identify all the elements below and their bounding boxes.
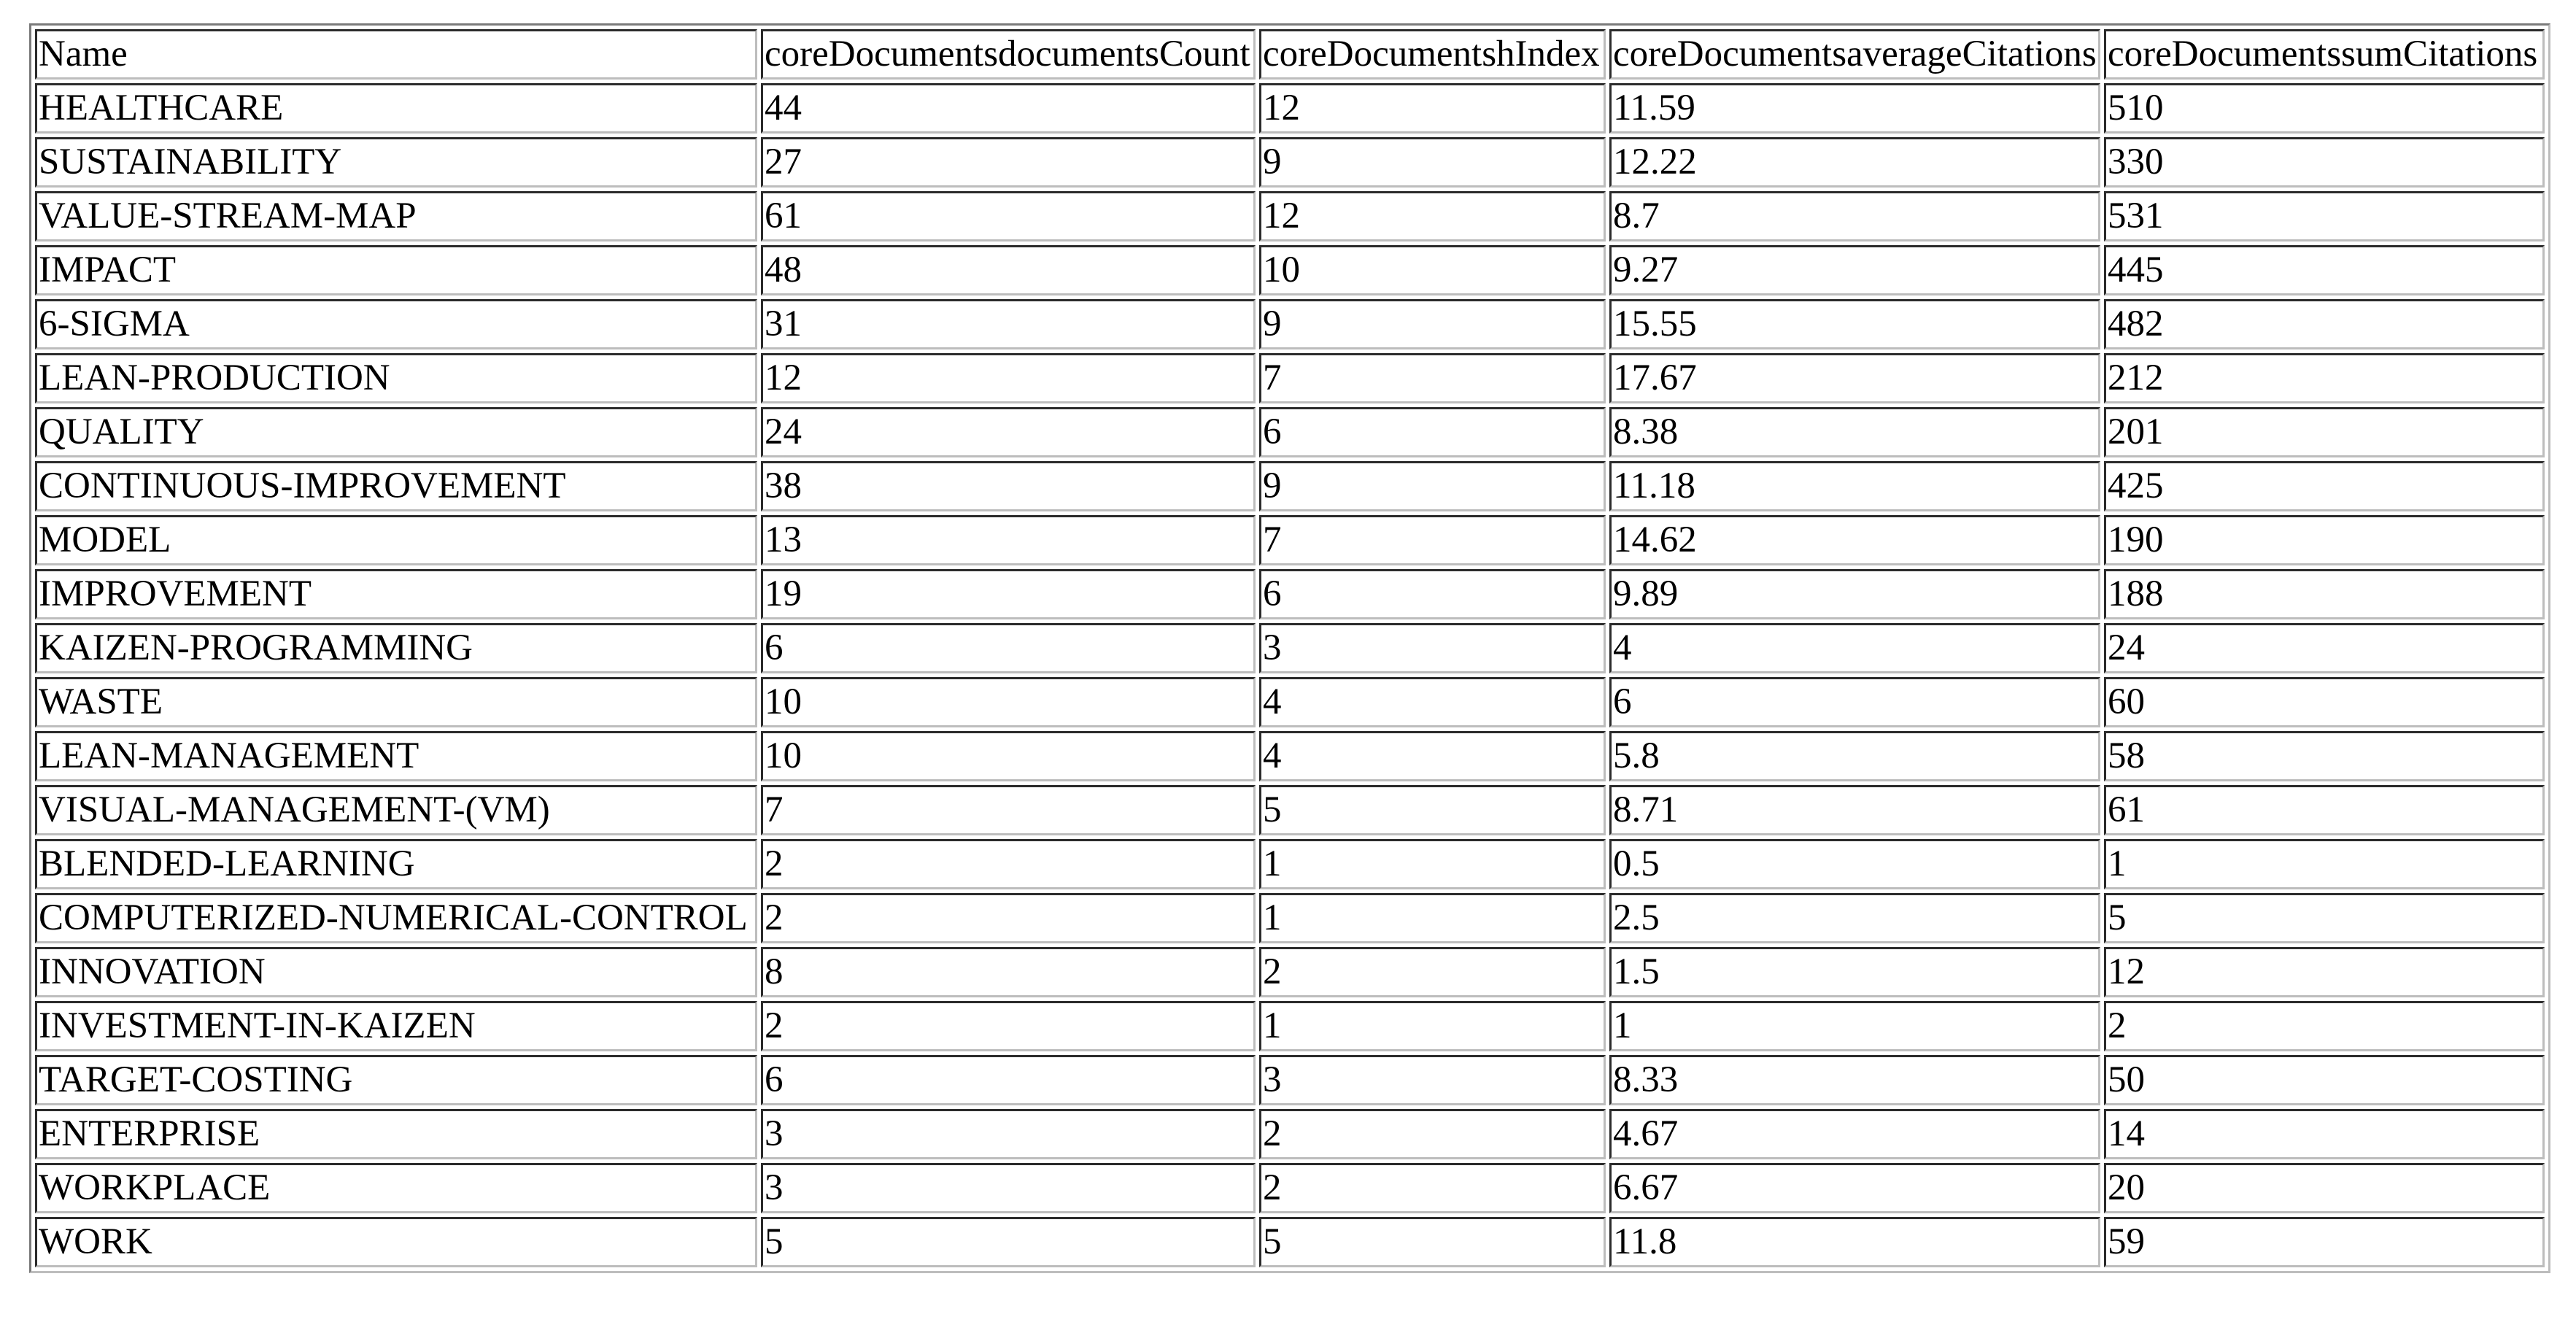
table-row bbox=[35, 623, 2545, 673]
cell-h-index: 7 bbox=[1259, 515, 1606, 565]
cell-documents-count: 48 bbox=[761, 245, 1256, 295]
table-row bbox=[35, 515, 2545, 565]
cell-h-index: 4 bbox=[1259, 677, 1606, 727]
cell-documents-count: 8 bbox=[761, 947, 1256, 997]
cell-average-citations: 12.22 bbox=[1609, 137, 2100, 188]
cell-average-citations: 8.71 bbox=[1609, 785, 2100, 835]
cell-h-index: 3 bbox=[1259, 623, 1606, 673]
cell-documents-count: 3 bbox=[761, 1163, 1256, 1213]
cell-sum-citations: 190 bbox=[2104, 515, 2545, 565]
table-row bbox=[35, 1001, 2545, 1051]
cell-h-index: 9 bbox=[1259, 299, 1606, 349]
column-header-h-index: coreDocumentshIndex bbox=[1259, 29, 1606, 80]
cell-sum-citations: 2 bbox=[2104, 1001, 2545, 1051]
table-row bbox=[35, 461, 2545, 511]
table-row bbox=[35, 245, 2545, 295]
cell-h-index: 1 bbox=[1259, 1001, 1606, 1051]
cell-documents-count: 31 bbox=[761, 299, 1256, 349]
cell-name: INVESTMENT-IN-KAIZEN bbox=[35, 1001, 757, 1051]
cell-h-index: 7 bbox=[1259, 353, 1606, 403]
cell-average-citations: 8.7 bbox=[1609, 191, 2100, 242]
cell-sum-citations: 330 bbox=[2104, 137, 2545, 188]
cell-h-index: 9 bbox=[1259, 137, 1606, 188]
cell-average-citations: 1.5 bbox=[1609, 947, 2100, 997]
cell-name: VISUAL-MANAGEMENT-(VM) bbox=[35, 785, 757, 835]
cell-h-index: 5 bbox=[1259, 1217, 1606, 1267]
cell-documents-count: 12 bbox=[761, 353, 1256, 403]
cell-average-citations: 17.67 bbox=[1609, 353, 2100, 403]
cell-h-index: 10 bbox=[1259, 245, 1606, 295]
cell-average-citations: 9.89 bbox=[1609, 569, 2100, 619]
column-header-average-citations: coreDocumentsaverageCitations bbox=[1609, 29, 2100, 80]
table-row bbox=[35, 299, 2545, 349]
cell-documents-count: 27 bbox=[761, 137, 1256, 188]
column-header-sum-citations: coreDocumentssumCitations bbox=[2104, 29, 2545, 80]
cell-name: IMPACT bbox=[35, 245, 757, 295]
table-row bbox=[35, 353, 2545, 403]
cell-sum-citations: 5 bbox=[2104, 893, 2545, 943]
cell-name: COMPUTERIZED-NUMERICAL-CONTROL bbox=[35, 893, 757, 943]
cell-documents-count: 6 bbox=[761, 623, 1256, 673]
cell-sum-citations: 12 bbox=[2104, 947, 2545, 997]
cell-average-citations: 8.33 bbox=[1609, 1055, 2100, 1105]
cell-h-index: 1 bbox=[1259, 839, 1606, 889]
cell-sum-citations: 14 bbox=[2104, 1109, 2545, 1159]
table-row bbox=[35, 83, 2545, 134]
cell-sum-citations: 425 bbox=[2104, 461, 2545, 511]
cell-sum-citations: 212 bbox=[2104, 353, 2545, 403]
cell-name: INNOVATION bbox=[35, 947, 757, 997]
cell-average-citations: 4 bbox=[1609, 623, 2100, 673]
cell-average-citations: 9.27 bbox=[1609, 245, 2100, 295]
cell-documents-count: 61 bbox=[761, 191, 1256, 242]
cell-documents-count: 7 bbox=[761, 785, 1256, 835]
cell-documents-count: 38 bbox=[761, 461, 1256, 511]
cell-sum-citations: 482 bbox=[2104, 299, 2545, 349]
cell-documents-count: 24 bbox=[761, 407, 1256, 457]
cell-h-index: 12 bbox=[1259, 83, 1606, 134]
table-container bbox=[29, 23, 2550, 1273]
cell-sum-citations: 445 bbox=[2104, 245, 2545, 295]
cell-name: WASTE bbox=[35, 677, 757, 727]
cell-sum-citations: 510 bbox=[2104, 83, 2545, 134]
cell-h-index: 12 bbox=[1259, 191, 1606, 242]
cell-documents-count: 3 bbox=[761, 1109, 1256, 1159]
cell-documents-count: 2 bbox=[761, 1001, 1256, 1051]
cell-average-citations: 11.18 bbox=[1609, 461, 2100, 511]
cell-sum-citations: 531 bbox=[2104, 191, 2545, 242]
cell-h-index: 3 bbox=[1259, 1055, 1606, 1105]
table-row bbox=[35, 407, 2545, 457]
cell-documents-count: 13 bbox=[761, 515, 1256, 565]
cell-documents-count: 10 bbox=[761, 677, 1256, 727]
table-row bbox=[35, 677, 2545, 727]
cell-documents-count: 44 bbox=[761, 83, 1256, 134]
cell-h-index: 9 bbox=[1259, 461, 1606, 511]
cell-name: QUALITY bbox=[35, 407, 757, 457]
cell-sum-citations: 1 bbox=[2104, 839, 2545, 889]
cell-name: SUSTAINABILITY bbox=[35, 137, 757, 188]
cell-name: ENTERPRISE bbox=[35, 1109, 757, 1159]
table-row bbox=[35, 1055, 2545, 1105]
column-header-documents-count: coreDocumentsdocumentsCount bbox=[761, 29, 1256, 80]
cell-name: LEAN-MANAGEMENT bbox=[35, 731, 757, 781]
cell-h-index: 5 bbox=[1259, 785, 1606, 835]
cell-sum-citations: 201 bbox=[2104, 407, 2545, 457]
table-row bbox=[35, 785, 2545, 835]
cell-average-citations: 2.5 bbox=[1609, 893, 2100, 943]
table-row bbox=[35, 569, 2545, 619]
cell-sum-citations: 188 bbox=[2104, 569, 2545, 619]
cell-average-citations: 15.55 bbox=[1609, 299, 2100, 349]
cell-average-citations: 1 bbox=[1609, 1001, 2100, 1051]
table-header bbox=[35, 29, 2545, 80]
cell-average-citations: 4.67 bbox=[1609, 1109, 2100, 1159]
cell-sum-citations: 20 bbox=[2104, 1163, 2545, 1213]
cell-name: HEALTHCARE bbox=[35, 83, 757, 134]
cell-h-index: 6 bbox=[1259, 407, 1606, 457]
cell-documents-count: 19 bbox=[761, 569, 1256, 619]
cell-name: LEAN-PRODUCTION bbox=[35, 353, 757, 403]
table-row bbox=[35, 137, 2545, 188]
cell-name: VALUE-STREAM-MAP bbox=[35, 191, 757, 242]
cell-sum-citations: 50 bbox=[2104, 1055, 2545, 1105]
cell-average-citations: 8.38 bbox=[1609, 407, 2100, 457]
cell-sum-citations: 60 bbox=[2104, 677, 2545, 727]
table-row bbox=[35, 1163, 2545, 1213]
cell-average-citations: 6 bbox=[1609, 677, 2100, 727]
table-row bbox=[35, 839, 2545, 889]
cell-average-citations: 11.8 bbox=[1609, 1217, 2100, 1267]
table-row bbox=[35, 1109, 2545, 1159]
cell-documents-count: 6 bbox=[761, 1055, 1256, 1105]
cell-h-index: 2 bbox=[1259, 947, 1606, 997]
cell-h-index: 2 bbox=[1259, 1109, 1606, 1159]
cell-sum-citations: 61 bbox=[2104, 785, 2545, 835]
cell-name: WORKPLACE bbox=[35, 1163, 757, 1213]
cell-average-citations: 11.59 bbox=[1609, 83, 2100, 134]
table-row bbox=[35, 731, 2545, 781]
table-row bbox=[35, 947, 2545, 997]
table-row bbox=[35, 191, 2545, 242]
data-table bbox=[29, 23, 2550, 1273]
cell-name: IMPROVEMENT bbox=[35, 569, 757, 619]
cell-sum-citations: 58 bbox=[2104, 731, 2545, 781]
table-row bbox=[35, 893, 2545, 943]
cell-documents-count: 2 bbox=[761, 893, 1256, 943]
cell-name: TARGET-COSTING bbox=[35, 1055, 757, 1105]
cell-name: MODEL bbox=[35, 515, 757, 565]
table-body bbox=[35, 83, 2545, 1267]
cell-name: BLENDED-LEARNING bbox=[35, 839, 757, 889]
cell-sum-citations: 24 bbox=[2104, 623, 2545, 673]
cell-documents-count: 5 bbox=[761, 1217, 1256, 1267]
cell-h-index: 6 bbox=[1259, 569, 1606, 619]
cell-average-citations: 5.8 bbox=[1609, 731, 2100, 781]
cell-name: KAIZEN-PROGRAMMING bbox=[35, 623, 757, 673]
cell-h-index: 1 bbox=[1259, 893, 1606, 943]
cell-sum-citations: 59 bbox=[2104, 1217, 2545, 1267]
header-row bbox=[35, 29, 2545, 80]
cell-average-citations: 14.62 bbox=[1609, 515, 2100, 565]
cell-documents-count: 10 bbox=[761, 731, 1256, 781]
column-header-name: Name bbox=[35, 29, 757, 80]
cell-h-index: 4 bbox=[1259, 731, 1606, 781]
cell-average-citations: 6.67 bbox=[1609, 1163, 2100, 1213]
cell-documents-count: 2 bbox=[761, 839, 1256, 889]
cell-average-citations: 0.5 bbox=[1609, 839, 2100, 889]
cell-name: 6-SIGMA bbox=[35, 299, 757, 349]
table-row bbox=[35, 1217, 2545, 1267]
cell-h-index: 2 bbox=[1259, 1163, 1606, 1213]
cell-name: WORK bbox=[35, 1217, 757, 1267]
cell-name: CONTINUOUS-IMPROVEMENT bbox=[35, 461, 757, 511]
